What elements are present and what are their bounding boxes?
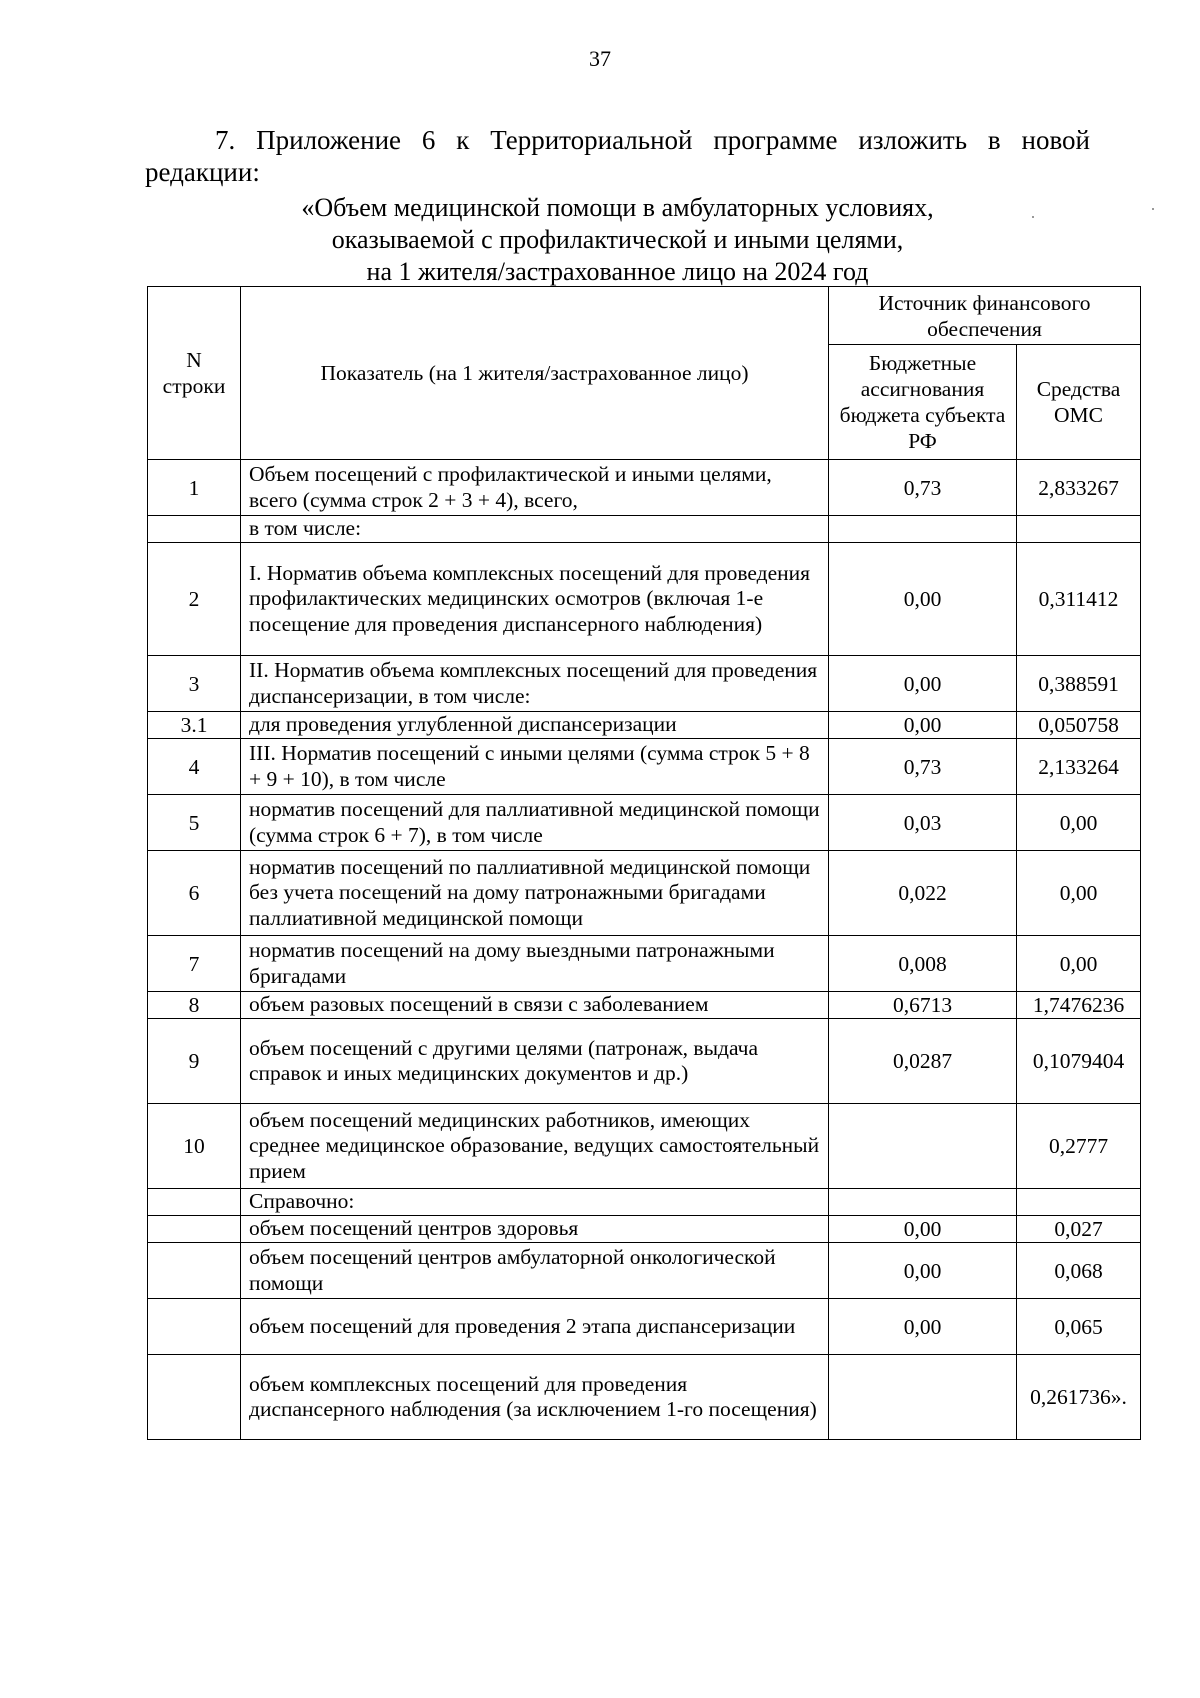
indicator-cell: норматив посещений по паллиативной медицинской помощи без учета посещений на дому патронажными бригадами паллиативной медицинской помощи [241,851,829,936]
oms-value-cell [1017,1189,1141,1216]
page-number: 37 [589,46,611,71]
row-number-cell: 3 [148,656,241,712]
row-number-cell [148,1216,241,1243]
indicator-cell: объем разовых посещений в связи с заболеванием [241,992,829,1019]
indicator-cell: норматив посещений для паллиативной медицинской помощи (сумма строк 6 + 7), в том числе [241,795,829,851]
indicator-cell: норматив посещений на дому выездными патронажными бригадами [241,936,829,992]
table-row [148,936,1141,992]
oms-value-cell: 0,050758 [1017,712,1141,739]
budget-value-cell: 0,6713 [829,992,1017,1019]
budget-value-cell [829,1355,1017,1440]
table-row [148,543,1141,656]
volume-table [147,286,1141,1440]
oms-value-cell: 1,7476236 [1017,992,1141,1019]
table-row [148,795,1141,851]
oms-value-cell: 2,833267 [1017,460,1141,516]
budget-value-cell: 0,0287 [829,1019,1017,1104]
table-row [148,851,1141,936]
row-number-cell: 10 [148,1104,241,1189]
title-line-3: на 1 жителя/застрахованное лицо на 2024 год [366,257,869,286]
indicator-cell: объем комплексных посещений для проведения диспансерного наблюдения (за исключением 1-го посещения) [241,1355,829,1440]
budget-value-cell: 0,00 [829,1243,1017,1299]
row-number-cell [148,1355,241,1440]
oms-value-cell: 0,2777 [1017,1104,1141,1189]
title-line-1: «Объем медицинской помощи в амбулаторных условиях, [301,193,934,222]
table-row [148,712,1141,739]
budget-value-cell: 0,022 [829,851,1017,936]
table-row [148,1355,1141,1440]
table-body [148,460,1141,1440]
oms-value-cell: 0,261736». [1017,1355,1141,1440]
indicator-cell: объем посещений медицинских работников, имеющих среднее медицинское образование, ведущих самостоятельный прием [241,1104,829,1189]
oms-value-cell [1017,516,1141,543]
oms-value-cell: 0,068 [1017,1243,1141,1299]
header-oms: Средства ОМС [1017,345,1141,460]
row-number-cell [148,1299,241,1355]
scan-speck [1152,208,1154,210]
row-number-cell [148,1243,241,1299]
budget-value-cell: 0,73 [829,460,1017,516]
budget-value-cell: 0,73 [829,739,1017,795]
budget-value-cell [829,516,1017,543]
oms-value-cell: 0,065 [1017,1299,1141,1355]
indicator-cell: объем посещений центров амбулаторной онкологической помощи [241,1243,829,1299]
header-indicator: Показатель (на 1 жителя/застрахованное лицо) [241,287,829,460]
indicator-cell: объем посещений с другими целями (патронаж, выдача справок и иных медицинских документов и др.) [241,1019,829,1104]
table-row [148,1104,1141,1189]
budget-value-cell: 0,00 [829,712,1017,739]
indicator-cell: для проведения углубленной диспансеризации [241,712,829,739]
document-title [145,192,1090,288]
row-number-cell: 5 [148,795,241,851]
budget-value-cell: 0,008 [829,936,1017,992]
table-row [148,992,1141,1019]
row-number-cell [148,1189,241,1216]
table-header [148,287,1141,460]
table-row [148,739,1141,795]
indicator-cell: объем посещений для проведения 2 этапа диспансеризации [241,1299,829,1355]
budget-value-cell: 0,00 [829,1299,1017,1355]
title-line-2: оказываемой с профилактической и иными целями, [331,225,904,254]
indicator-cell: Объем посещений с профилактической и иными целями, всего (сумма строк 2 + 3 + 4), всего, [241,460,829,516]
table-row [148,460,1141,516]
budget-value-cell [829,1189,1017,1216]
header-budget: Бюджетные ассигнования бюджета субъекта РФ [829,345,1017,460]
table-row [148,1019,1141,1104]
oms-value-cell: 0,00 [1017,936,1141,992]
indicator-cell: объем посещений центров здоровья [241,1216,829,1243]
table-row [148,656,1141,712]
row-number-cell: 2 [148,543,241,656]
oms-value-cell: 2,133264 [1017,739,1141,795]
row-number-cell: 1 [148,460,241,516]
header-row-number: N строки [148,287,241,460]
oms-value-cell: 0,00 [1017,851,1141,936]
row-number-cell: 6 [148,851,241,936]
table-row [148,1299,1141,1355]
header-source-group: Источник финансового обеспечения [829,287,1141,345]
budget-value-cell: 0,00 [829,1216,1017,1243]
table-row [148,1216,1141,1243]
indicator-cell: в том числе: [241,516,829,543]
budget-value-cell [829,1104,1017,1189]
table-row [148,1243,1141,1299]
indicator-cell: I. Норматив объема комплексных посещений для проведения профилактических медицинских осмотров (включая 1-е посещение для проведения диспансерного наблюдения) [241,543,829,656]
oms-value-cell: 0,388591 [1017,656,1141,712]
intro-paragraph: 7. Приложение 6 к Территориальной программе изложить в новой редакции: [145,125,1090,187]
row-number-cell: 8 [148,992,241,1019]
budget-value-cell: 0,00 [829,656,1017,712]
oms-value-cell: 0,027 [1017,1216,1141,1243]
budget-value-cell: 0,03 [829,795,1017,851]
budget-value-cell: 0,00 [829,543,1017,656]
table-row [148,1189,1141,1216]
table-row [148,516,1141,543]
indicator-cell: Справочно: [241,1189,829,1216]
row-number-cell: 7 [148,936,241,992]
oms-value-cell: 0,1079404 [1017,1019,1141,1104]
row-number-cell: 3.1 [148,712,241,739]
row-number-cell [148,516,241,543]
oms-value-cell: 0,00 [1017,795,1141,851]
row-number-cell: 9 [148,1019,241,1104]
scan-speck [1032,216,1034,218]
oms-value-cell: 0,311412 [1017,543,1141,656]
indicator-cell: II. Норматив объема комплексных посещений для проведения диспансеризации, в том числе: [241,656,829,712]
indicator-cell: III. Норматив посещений с иными целями (сумма строк 5 + 8 + 9 + 10), в том числе [241,739,829,795]
row-number-cell: 4 [148,739,241,795]
